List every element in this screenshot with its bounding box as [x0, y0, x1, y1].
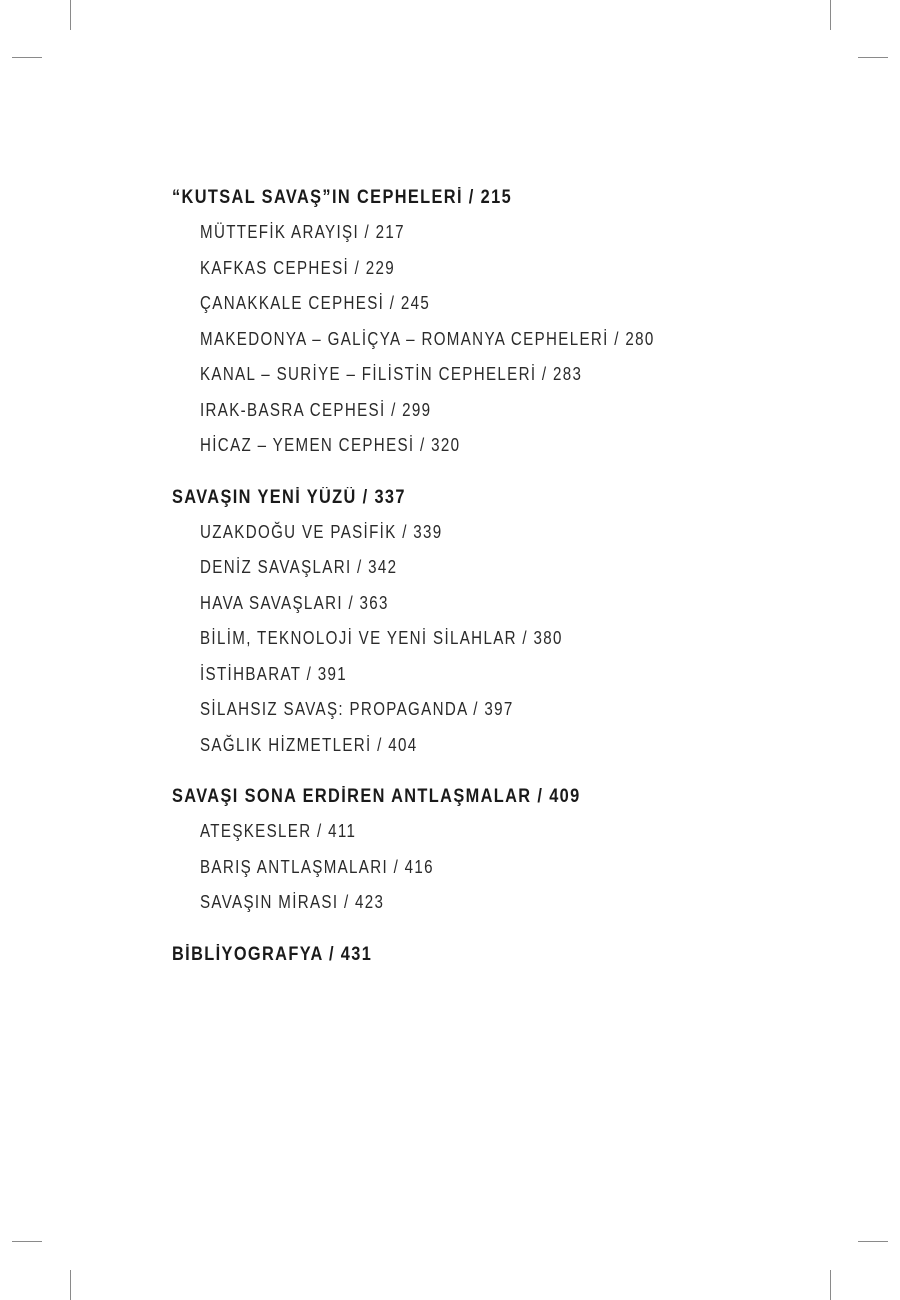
toc-entry: [172, 657, 832, 693]
toc-entry-text: IRAK-BASRA CEPHESİ / 299: [200, 399, 432, 420]
toc-entry: [172, 692, 832, 728]
toc-entry-text: MÜTTEFİK ARAYIŞI / 217: [200, 222, 405, 242]
toc-entry: [172, 850, 832, 886]
toc-entry: [172, 814, 832, 850]
section-title: SAVAŞIN YENİ YÜZÜ / 337: [172, 486, 406, 508]
crop-mark-bottom-left-horizontal: [12, 1241, 42, 1242]
crop-mark-bottom-right-vertical: [830, 1270, 831, 1300]
toc-entry: [172, 357, 832, 393]
toc-entry: [172, 586, 832, 622]
toc-entry: [172, 215, 832, 251]
toc-entry: [172, 885, 832, 921]
crop-mark-bottom-right-horizontal: [858, 1241, 888, 1242]
toc-entry-text: KANAL – SURİYE – FİLİSTİN CEPHELERİ / 283: [200, 364, 583, 384]
toc-entry-text: UZAKDOĞU VE PASİFİK / 339: [200, 521, 443, 542]
toc-section: [172, 480, 832, 764]
toc-entry-text: HAVA SAVAŞLARI / 363: [200, 592, 389, 613]
toc-entry: [172, 621, 832, 657]
toc-entry: [172, 550, 832, 586]
toc-entry: [172, 428, 832, 464]
toc-entry-text: SAĞLIK HİZMETLERİ / 404: [200, 734, 418, 755]
section-title: “KUTSAL SAVAŞ”IN CEPHELERİ / 215: [172, 187, 513, 208]
toc-section: [172, 937, 832, 972]
toc-entry: [172, 393, 832, 429]
toc-entry-text: DENİZ SAVAŞLARI / 342: [200, 557, 398, 577]
toc-entry: [172, 322, 832, 358]
toc-entry-text: İSTİHBARAT / 391: [200, 663, 347, 684]
toc-entry-text: SİLAHSIZ SAVAŞ: PROPAGANDA / 397: [200, 699, 514, 719]
toc-entry: [172, 286, 832, 322]
toc-section: [172, 180, 832, 464]
toc-entry: [172, 728, 832, 764]
toc-entry-text: ÇANAKKALE CEPHESİ / 245: [200, 293, 431, 313]
toc-entry-text: HİCAZ – YEMEN CEPHESİ / 320: [200, 435, 461, 455]
toc-entry-text: ATEŞKESLER / 411: [200, 821, 357, 841]
toc-entry-text: KAFKAS CEPHESİ / 229: [200, 257, 395, 278]
toc-entry-text: BİLİM, TEKNOLOJİ VE YENİ SİLAHLAR / 380: [200, 628, 563, 648]
section-entries: [172, 215, 832, 464]
section-entries: [172, 814, 832, 921]
crop-mark-top-left-vertical: [70, 0, 71, 30]
toc-entry-text: MAKEDONYA – GALİÇYA – ROMANYA CEPHELERİ / 280: [200, 328, 655, 349]
toc-entry-text: BARIŞ ANTLAŞMALARI / 416: [200, 856, 434, 877]
crop-mark-top-right-horizontal: [858, 57, 888, 58]
table-of-contents: [172, 180, 832, 972]
section-title: BİBLİYOGRAFYA / 431: [172, 943, 373, 965]
toc-entry-text: SAVAŞIN MİRASI / 423: [200, 892, 385, 912]
toc-entry: [172, 251, 832, 287]
section-title: SAVAŞI SONA ERDİREN ANTLAŞMALAR / 409: [172, 786, 581, 807]
crop-mark-top-left-horizontal: [12, 57, 42, 58]
crop-mark-top-right-vertical: [830, 0, 831, 30]
section-entries: [172, 515, 832, 764]
toc-section: [172, 779, 832, 921]
toc-entry: [172, 515, 832, 551]
crop-mark-bottom-left-vertical: [70, 1270, 71, 1300]
